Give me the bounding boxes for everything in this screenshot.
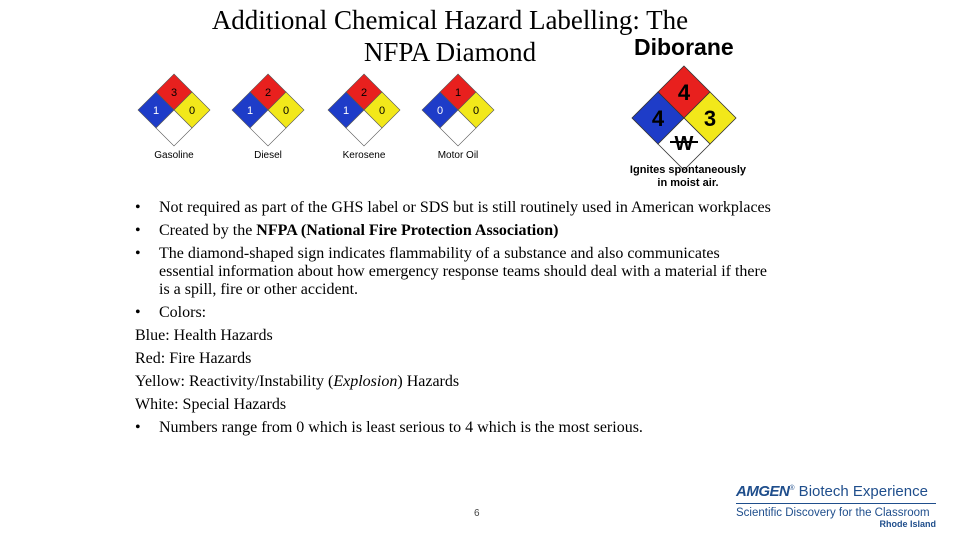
bullet-text: Numbers range from 0 which is least serious to 4 which is the most serious. [159, 419, 643, 436]
slide-title-line-1: Additional Chemical Hazard Labelling: The [211, 5, 689, 35]
fire-rating: 4 [677, 80, 691, 105]
bullet-icon: • [135, 199, 141, 216]
bullet-emphasis: NFPA (National Fire Protection Association) [256, 222, 559, 239]
nfpa-diamond-icon [630, 64, 738, 172]
example-name: Gasoline [154, 150, 194, 161]
color-yellow-line [135, 373, 775, 391]
nfpa-diamond-icon [230, 72, 306, 148]
fire-rating: 2 [360, 87, 368, 99]
gasoline-diamond [134, 72, 214, 161]
example-name: Motor Oil [437, 150, 479, 161]
health-rating: 1 [246, 105, 254, 117]
nfpa-diamond-icon [420, 72, 496, 148]
reactivity-rating: 0 [378, 105, 386, 117]
bullet-text: Colors: [159, 304, 207, 321]
color-white-line: White: Special Hazards [135, 396, 287, 413]
example-name: Kerosene [342, 150, 386, 161]
kerosene-diamond [324, 72, 404, 161]
yellow-text: Yellow: Reactivity/Instability ( [135, 373, 334, 390]
bullet-item [135, 199, 775, 217]
bullet-item [135, 245, 775, 299]
amgen-logo [736, 483, 936, 529]
logo-registered: ® [789, 485, 795, 492]
reactivity-rating: 0 [188, 105, 196, 117]
health-rating: 1 [152, 105, 160, 117]
bullet-icon: • [135, 222, 141, 239]
logo-product: Biotech Experience [794, 483, 928, 500]
slide-title-line-2: NFPA Diamond [363, 37, 537, 67]
motor-oil-diamond [418, 72, 498, 161]
logo-brand-line [736, 483, 936, 500]
yellow-emphasis: Explosion [333, 373, 398, 390]
bullet-text: Created by the [159, 222, 257, 239]
diborane-caption-line-1: Ignites spontaneously [629, 164, 747, 176]
bullet-item [135, 222, 775, 240]
fire-rating: 3 [170, 87, 178, 99]
color-blue-line: Blue: Health Hazards [135, 327, 273, 344]
color-red-line: Red: Fire Hazards [135, 350, 252, 367]
logo-region: Rhode Island [879, 519, 936, 529]
yellow-text-end: ) Hazards [397, 373, 460, 390]
reactivity-rating: 3 [703, 106, 717, 131]
reactivity-rating: 0 [472, 105, 480, 117]
reactivity-rating: 0 [282, 105, 290, 117]
bullet-list [135, 199, 775, 442]
bullet-text: Not required as part of the GHS label or SDS but is still routinely used in American workplaces [159, 199, 771, 216]
page-number: 6 [474, 508, 480, 519]
bullet-item [135, 304, 775, 322]
nfpa-diamond-icon [136, 72, 212, 148]
health-rating: 1 [342, 105, 350, 117]
diborane-title: Diborane [634, 34, 734, 60]
fire-rating: 1 [454, 87, 462, 99]
diborane-caption-line-2: in moist air. [657, 177, 719, 189]
logo-brand: AMGEN [736, 483, 790, 500]
bullet-icon: • [135, 245, 141, 262]
bullet-item [135, 419, 775, 437]
special-hazard: W [674, 133, 694, 155]
example-name: Diesel [254, 150, 282, 161]
health-rating: 0 [436, 105, 444, 117]
fire-rating: 2 [264, 87, 272, 99]
bullet-text: The diamond-shaped sign indicates flammability of a substance and also communicates essential information about how emergency response teams should deal with a material if there is a spill, fire or other accident. [159, 245, 767, 298]
diborane-diamond [630, 64, 738, 177]
bullet-icon: • [135, 304, 141, 321]
bullet-icon: • [135, 419, 141, 436]
health-rating: 4 [651, 106, 665, 131]
diesel-diamond [228, 72, 308, 161]
example-diamonds [134, 72, 614, 162]
nfpa-diamond-icon [326, 72, 402, 148]
logo-divider [736, 503, 936, 504]
logo-tagline: Scientific Discovery for the Classroom [736, 507, 930, 519]
diborane-caption [618, 164, 758, 190]
